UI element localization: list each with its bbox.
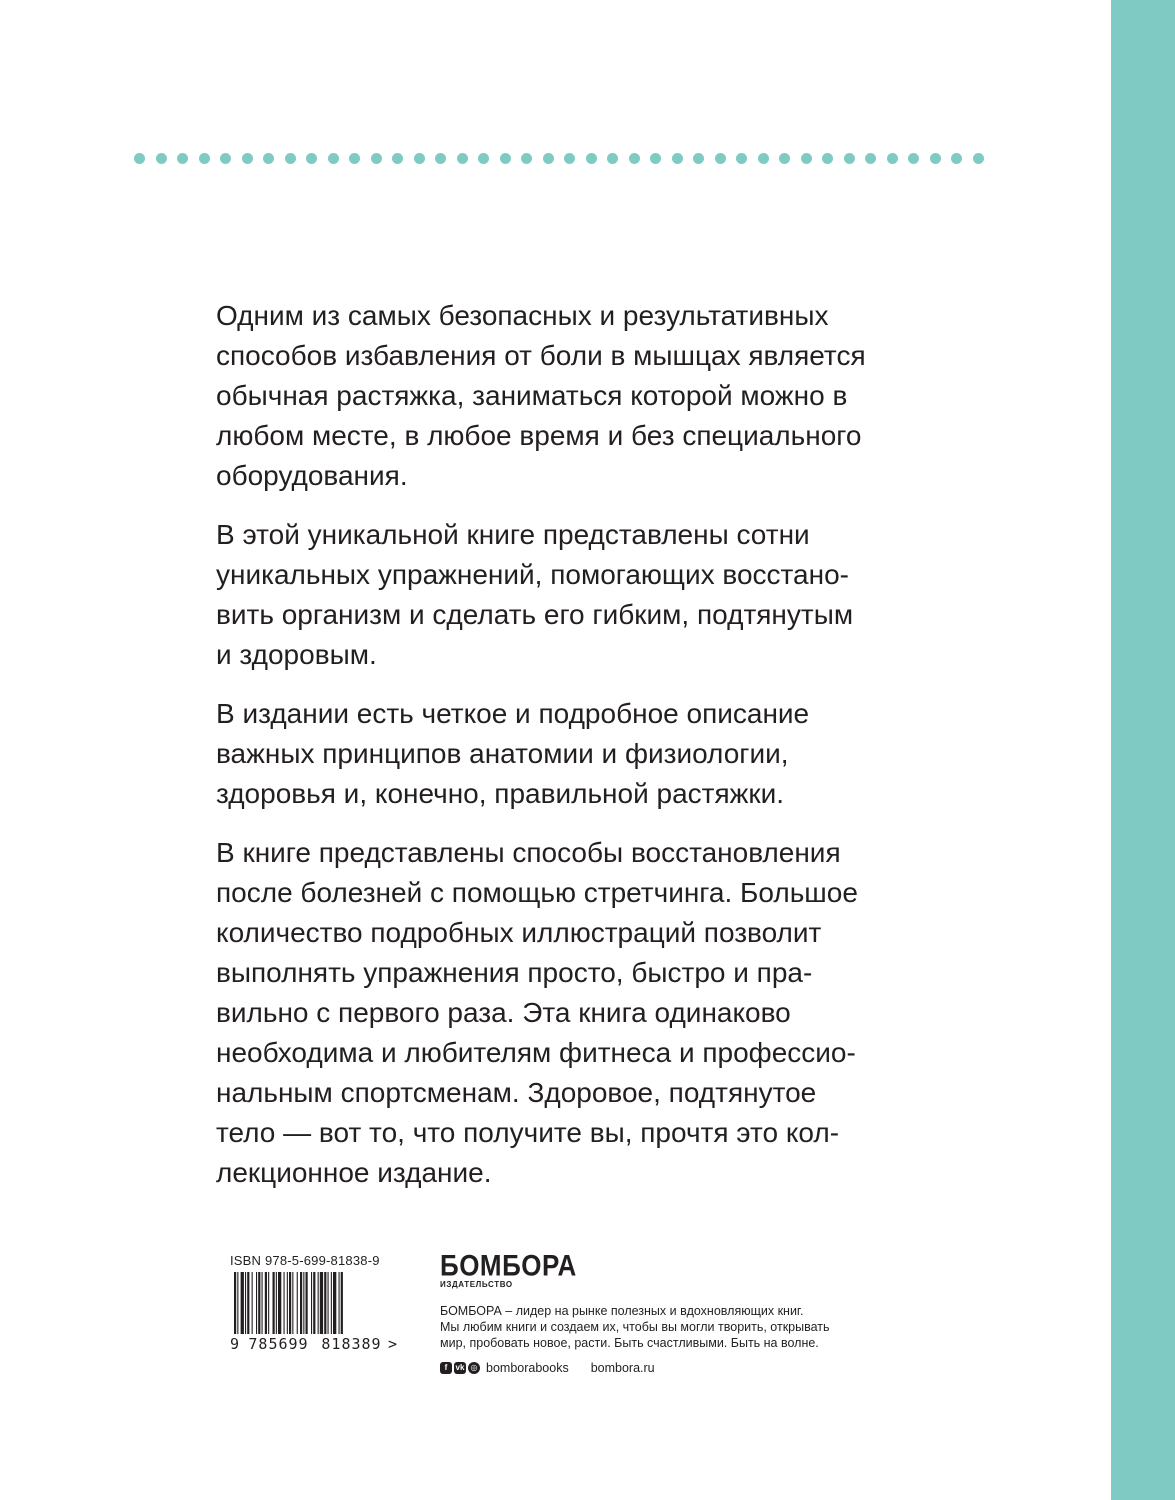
website-link[interactable]: bombora.ru	[590, 1361, 655, 1375]
book-spine-stripe	[1111, 0, 1175, 1500]
divider-dot	[177, 153, 188, 164]
barcode-bar	[262, 1272, 263, 1334]
divider-dot	[134, 153, 145, 164]
divider-dot	[801, 153, 812, 164]
barcode-bar	[339, 1272, 340, 1334]
divider-dot	[930, 153, 941, 164]
paragraph-line: оборудования.	[216, 460, 408, 491]
paragraph	[216, 833, 916, 1193]
social-links	[440, 1361, 860, 1375]
barcode-bar	[333, 1272, 336, 1334]
divider-dot	[521, 153, 532, 164]
paragraph-line: обычная растяжка, заниматься которой можно в	[216, 380, 848, 411]
divider-dot	[779, 153, 790, 164]
divider-dot	[328, 153, 339, 164]
barcode-bar	[313, 1272, 315, 1334]
publisher-description-line: мир, пробовать новое, расти. Быть счастливыми. Быть на волне.	[440, 1336, 819, 1350]
barcode-bar	[341, 1272, 343, 1334]
publisher-block	[440, 1247, 860, 1375]
divider-dot	[672, 153, 683, 164]
divider-dot	[500, 153, 511, 164]
barcode-bar	[328, 1272, 329, 1334]
paragraph-line: лекционное издание.	[216, 1157, 492, 1188]
barcode-image	[230, 1272, 390, 1334]
paragraph	[216, 515, 916, 675]
divider-dot	[951, 153, 962, 164]
barcode-bar	[324, 1272, 326, 1334]
barcode-bar	[273, 1272, 275, 1334]
publisher-description	[440, 1303, 860, 1351]
barcode-digit-group: 785699	[248, 1335, 309, 1353]
barcode-digit-lead: 9	[230, 1335, 240, 1353]
barcode-bar	[292, 1272, 293, 1334]
barcode-bar	[297, 1272, 298, 1334]
barcode-bar	[311, 1272, 312, 1334]
barcode-bar	[234, 1272, 236, 1334]
barcode-bar	[289, 1272, 291, 1334]
paragraph-line: после болезней с помощью стретчинга. Большое	[216, 877, 858, 908]
divider-dot	[693, 153, 704, 164]
divider-dot	[242, 153, 253, 164]
divider-dot	[414, 153, 425, 164]
paragraph-line: В этой уникальной книге представлены сотни	[216, 519, 810, 550]
dotted-divider	[134, 151, 984, 165]
paragraph	[216, 694, 916, 814]
divider-dot	[844, 153, 855, 164]
divider-dot	[758, 153, 769, 164]
divider-dot	[199, 153, 210, 164]
paragraph-line: способов избавления от боли в мышцах является	[216, 340, 866, 371]
paragraph-line: количество подробных иллюстраций позволит	[216, 917, 822, 948]
barcode-digit-group: 818389	[321, 1335, 382, 1353]
instagram-icon[interactable]: ◎	[468, 1362, 480, 1374]
divider-dot	[349, 153, 360, 164]
paragraph-line: тело — вот то, что получите вы, прочтя это кол-	[216, 1117, 840, 1148]
barcode-bar	[265, 1272, 267, 1334]
divider-dot	[973, 153, 984, 164]
barcode-digits	[230, 1336, 400, 1352]
barcode-bar	[276, 1272, 277, 1334]
paragraph-line: необходима и любителям фитнеса и профессио-	[216, 1037, 856, 1068]
divider-dot	[156, 153, 167, 164]
divider-dot	[392, 153, 403, 164]
divider-dot	[457, 153, 468, 164]
paragraph-line: вить организм и сделать его гибким, подтянутым	[216, 599, 854, 630]
publisher-subtitle: ИЗДАТЕЛЬСТВО	[440, 1280, 513, 1289]
divider-dot	[715, 153, 726, 164]
vk-icon[interactable]: vk	[455, 1363, 465, 1372]
divider-dot	[564, 153, 575, 164]
paragraph-line: уникальных упражнений, помогающих восстано-	[216, 559, 849, 590]
barcode-bar	[284, 1272, 285, 1334]
divider-dot	[371, 153, 382, 164]
barcode-bar	[287, 1272, 288, 1334]
divider-dot	[822, 153, 833, 164]
barcode-bar	[320, 1272, 323, 1334]
barcode-bar	[268, 1272, 269, 1334]
barcode-bar	[241, 1272, 244, 1334]
paragraph-line: важных принципов анатомии и физиологии,	[216, 738, 789, 769]
divider-dot	[865, 153, 876, 164]
isbn-label: ISBN 978-5-699-81838-9	[230, 1253, 380, 1268]
divider-dot	[650, 153, 661, 164]
barcode-bar	[258, 1272, 260, 1334]
barcode-bar	[237, 1272, 238, 1334]
divider-dot	[220, 153, 231, 164]
divider-dot	[543, 153, 554, 164]
barcode-digit-tail: >	[388, 1335, 398, 1353]
barcode-bar	[247, 1272, 249, 1334]
publisher-description-line: БОМБОРА – лидер на рынке полезных и вдохновляющих книг.	[440, 1304, 804, 1318]
paragraph-line: и здоровым.	[216, 639, 377, 670]
barcode-bar	[318, 1272, 319, 1334]
paragraph-line: здоровья и, конечно, правильной растяжки.	[216, 778, 785, 809]
social-icons	[440, 1362, 480, 1374]
publisher-description-line: Мы любим книги и создаем их, чтобы вы могли творить, открывать	[440, 1320, 830, 1334]
barcode-bar	[306, 1272, 308, 1334]
divider-dot	[887, 153, 898, 164]
divider-dot	[607, 153, 618, 164]
paragraph-line: вильно с первого раза. Эта книга одинаково	[216, 997, 791, 1028]
divider-dot	[736, 153, 747, 164]
barcode-bar	[278, 1272, 281, 1334]
barcode-bar	[300, 1272, 302, 1334]
divider-dot	[435, 153, 446, 164]
barcode-bar	[245, 1272, 246, 1334]
divider-dot	[629, 153, 640, 164]
divider-dot	[478, 153, 489, 164]
facebook-icon[interactable]: f	[440, 1362, 452, 1374]
paragraph-line: В издании есть четкое и подробное описание	[216, 698, 810, 729]
paragraph-line: В книге представлены способы восстановления	[216, 837, 841, 868]
barcode-block	[230, 1253, 400, 1352]
paragraph-line: нальным спортсменам. Здоровое, подтянутое	[216, 1077, 817, 1108]
publisher-logo: БОМБОРА	[440, 1247, 577, 1283]
paragraph-line: выполнять упражнения просто, быстро и пра-	[216, 957, 813, 988]
paragraph-line: любом месте, в любое время и без специального	[216, 420, 862, 451]
divider-dot	[285, 153, 296, 164]
divider-dot	[908, 153, 919, 164]
paragraph	[216, 296, 916, 496]
barcode-bar	[256, 1272, 257, 1334]
divider-dot	[263, 153, 274, 164]
barcode-bar	[252, 1272, 253, 1334]
divider-dot	[306, 153, 317, 164]
paragraph-line: Одним из самых безопасных и результативных	[216, 300, 829, 331]
annotation-text	[216, 296, 916, 1212]
divider-dot	[586, 153, 597, 164]
barcode-bar	[303, 1272, 304, 1334]
social-handle[interactable]: bomborabooks	[486, 1361, 569, 1375]
barcode-bar	[331, 1272, 332, 1334]
